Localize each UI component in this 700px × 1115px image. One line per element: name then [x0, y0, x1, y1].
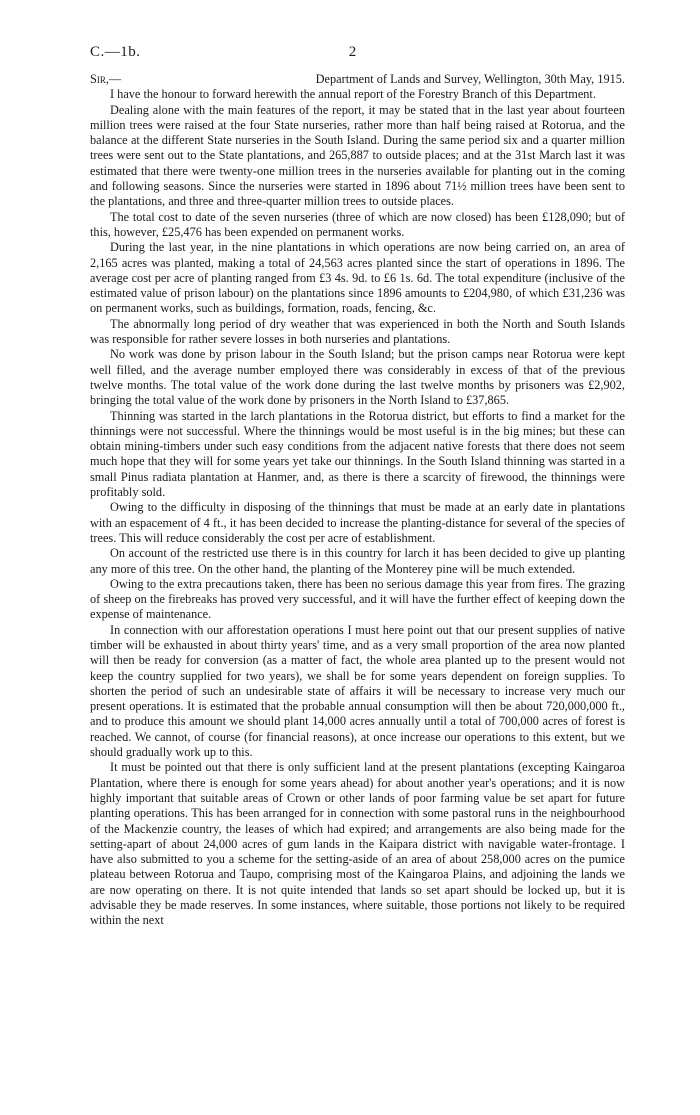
dateline: Department of Lands and Survey, Wellington, 30th May, 1915. — [315, 72, 625, 86]
paragraph: Thinning was started in the larch plantations in the Rotorua district, but efforts to find a market for the thinnings were not successful. Where the thinnings would be most useful is in the big mines; but these can obtain mining-timbers under such easy conditions from the adjacent native forests that there does not seem much hope that they will for some years yet take our thinnings. In the South Island thinning was started in a small Pinus radiata plantation at Hanmer, and, as there is there a scarcity of firewood, the thinnings were profitably sold. — [90, 408, 625, 500]
paragraph: In connection with our afforestation operations I must here point out that our present supplies of native timber will be exhausted in about thirty years' time, and as a very small proportion of the area now planted will then be ready for conversion (as a matter of fact, the whole area planted up to the present would not keep the country supplied for two years), we shall be for some years dependent on foreign supplies. To shorten the period of such an undesirable state of affairs it will be necessary to increase very much our present operations. It is estimated that the probable annual consumption will then be about 720,000,000 ft., and to produce this amount we should plant 14,000 acres annually until a total of 700,000 acres of forest is reached. We cannot, of course (for financial reasons), at once increase our operations to this extent, but we should gradually work up to this. — [90, 622, 625, 760]
document-reference: C.—1b. — [90, 44, 141, 60]
report-body — [90, 72, 625, 929]
paragraph: Owing to the extra precautions taken, there has been no serious damage this year from fires. The grazing of sheep on the firebreaks has proved very successful, and it will have the further effect of keeping down the expense of maintenance. — [90, 576, 625, 622]
paragraph: I have the honour to forward herewith the annual report of the Forestry Branch of this Department. — [110, 87, 596, 102]
letter-heading — [90, 72, 625, 87]
paragraph: During the last year, in the nine plantations in which operations are now being carried on, an area of 2,165 acres was planted, making a total of 24,563 acres planted since the start of operations in 1896. The average cost per acre of planting ranged from £3 4s. 9d. to £6 1s. 6d. The total expenditure (inclusive of the estimated value of prison labour) on the plantations since 1896 amounts to £204,980, of which £31,236 was on permanent works, such as buildings, formation, roads, fencing, &c. — [90, 240, 625, 316]
paragraph: It must be pointed out that there is only sufficient land at the present plantations (excepting Kaingaroa Plantation, where there is enough for some years ahead) for about another year's operations; and it is now highly important that suitable areas of Crown or other lands of poor farming value be set apart for future planting operations. This has been arranged for in connection with some pastoral runs in the neighbourhood of the Mackenzie country, the leases of which had expired; and arrangements are also being made for the setting-apart of about 24,000 acres of gum lands in the Kaipara district with navigable water-frontage. I have also submitted to you a scheme for the setting-aside of an area of about 258,000 acres on the pumice plateau between Rotorua and Taupo, comprising most of the Kaingaroa Plains, and adjoining the lands we are now operating on there. It is not quite intended that lands so set apart should be locked up, but it is advisable they be made reserves. In some instances, where suitable, those portions not likely to be required within the next — [90, 760, 625, 928]
paragraph: The abnormally long period of dry weather that was experienced in both the North and South Islands was responsible for rather severe losses in both nurseries and plantations. — [90, 316, 625, 347]
page-number: 2 — [348, 44, 357, 60]
page-header — [90, 44, 615, 64]
paragraph: Owing to the difficulty in disposing of the thinnings that must be made at an early date in plantations with an espacement of 4 ft., it has been decided to increase the planting-distance for several of the species of trees. This will reduce considerably the cost per acre of establishment. — [90, 500, 625, 545]
paragraph: On account of the restricted use there is in this country for larch it has been decided to give up planting any more of this tree. On the other hand, the planting of the Monterey pine will be much extended. — [90, 546, 625, 576]
salutation: Sir,— — [90, 72, 122, 86]
paragraph: No work was done by prison labour in the South Island; but the prison camps near Rotorua were kept well filled, and the average number employed there was considerably in excess of that of the previous twelve months. The total value of the work done during the last twelve months by prisoners was £2,902, bringing the total value of the work done by prisoners in the North Island to £37,865. — [90, 347, 625, 408]
paragraph: Dealing alone with the main features of the report, it may be stated that in the last year about fourteen million trees were raised at the four State nurseries, rather more than half being raised at Rotorua, and the balance at the different State nurseries in the South Island. During the same period six and a quarter million trees were sent out to the State plantations, and 265,887 to outside places; and at the 31st March last it was estimated that there were twenty-one million trees in the nurseries available for planting out in the coming and following seasons. Since the nurseries were started in 1896 about 71½ million trees have been sent to the plantations, and three and three-quarter million trees to outside places. — [90, 102, 625, 209]
paragraph: The total cost to date of the seven nurseries (three of which are now closed) has been £128,090; but of this, however, £25,476 has been expended on permanent works. — [90, 209, 625, 239]
